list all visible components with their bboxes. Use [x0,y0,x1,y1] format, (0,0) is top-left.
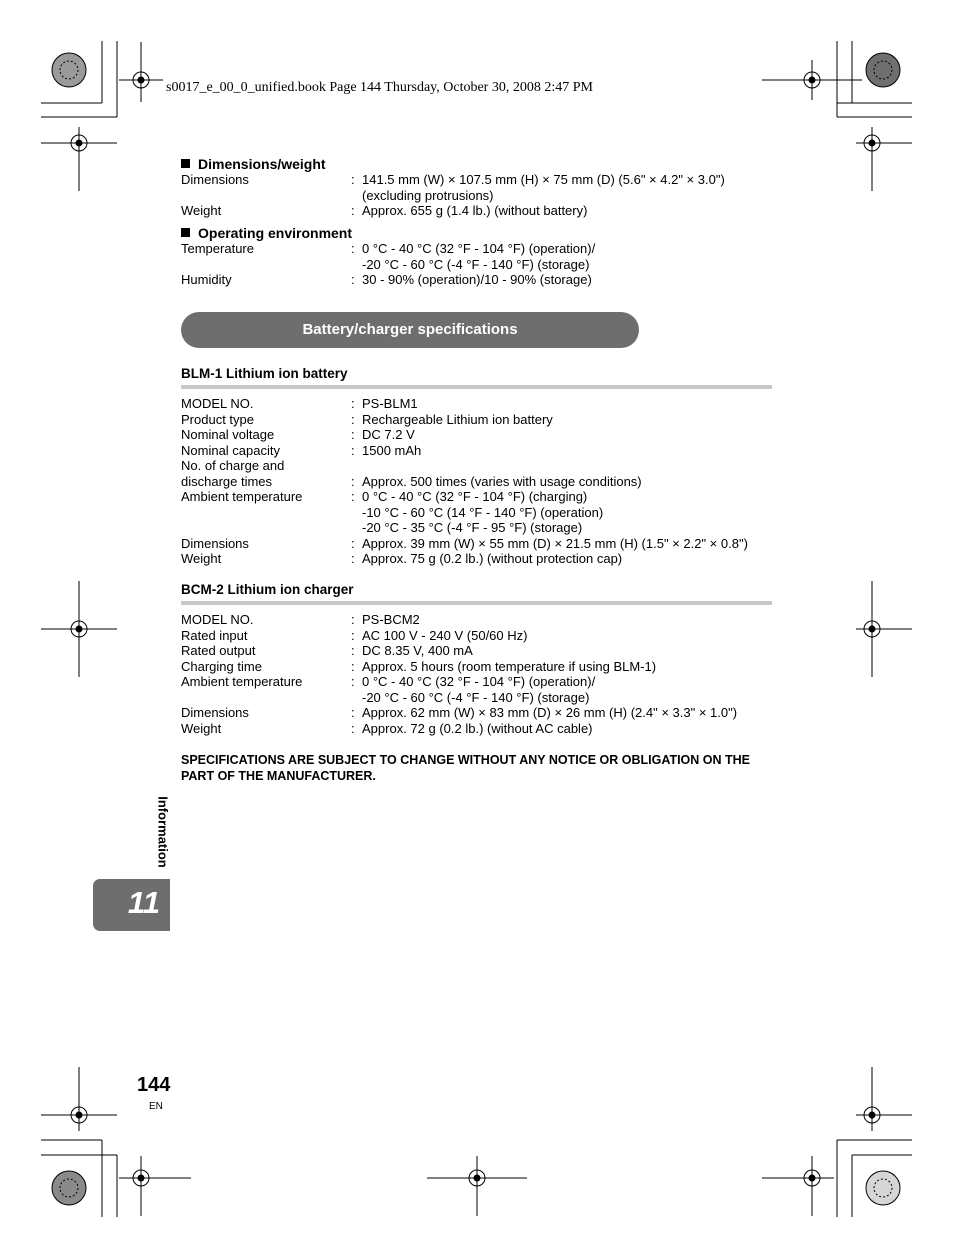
chapter-number: 11 [127,885,160,920]
divider [181,601,772,605]
charger-title: BCM-2 Lithium ion charger [181,582,354,597]
section-title-dimensions-weight: Dimensions/weight [181,156,326,172]
divider [181,385,772,389]
specification-notice: SPECIFICATIONS ARE SUBJECT TO CHANGE WITHOUT ANY NOTICE OR OBLIGATION ON THE PART OF THE MANUFACTURER. [181,753,751,783]
square-bullet-icon [181,159,190,168]
banner-title: Battery/charger specifications [302,321,518,338]
section-banner [181,312,639,348]
language-code: EN [149,1101,163,1112]
page-number: 144 [137,1074,171,1096]
section-title-operating-environment: Operating environment [181,225,352,241]
chapter-side-label: Information [155,796,171,868]
square-bullet-icon [181,228,190,237]
chapter-tab [93,879,170,931]
battery-title: BLM-1 Lithium ion battery [181,366,348,381]
print-header: s0017_e_00_0_unified.book Page 144 Thursday, October 30, 2008 2:47 PM [166,80,593,95]
